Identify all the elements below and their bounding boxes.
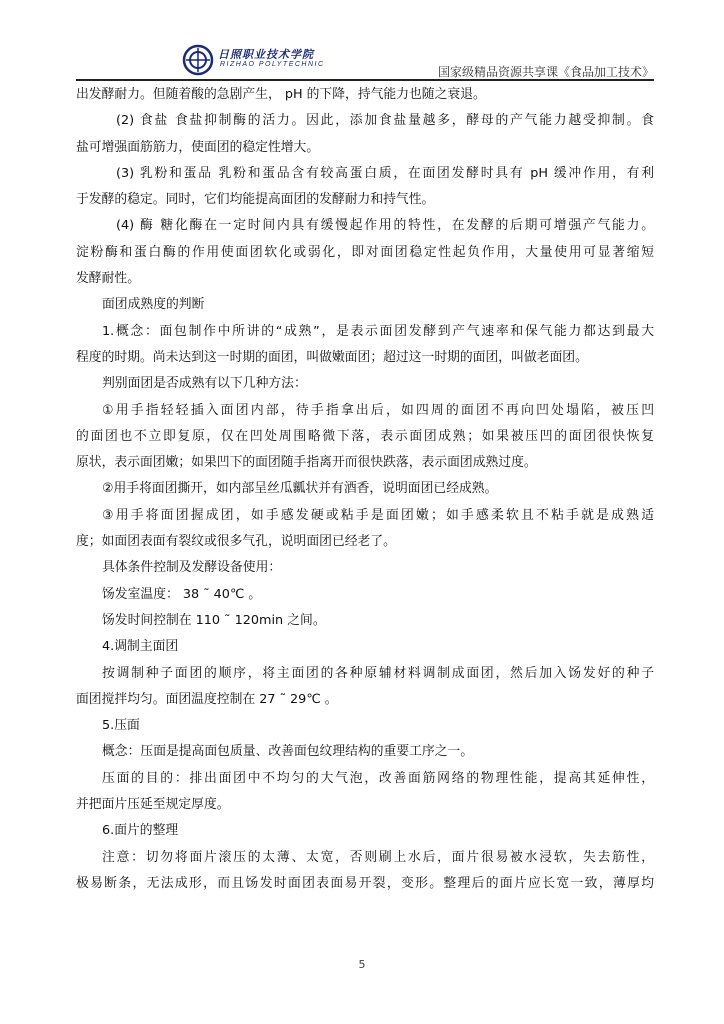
text-line: 原状，表示面团嫩；如果凹下的面团随手指离开而很快跌落，表示面团成熟过度。 — [76, 455, 537, 471]
section-heading: 5.压面 — [102, 718, 140, 734]
document-body — [76, 82, 654, 897]
text-line: 度；如面团表面有裂纹或很多气孔，说明面团已经老了。 — [76, 534, 396, 550]
text-line: 判别面团是否成熟有以下几种方法： — [102, 376, 307, 392]
text-line: 于发酵的稳定。同时，它们均能提高面团的发酵耐力和持气性。 — [76, 192, 435, 208]
section-heading: 6.面片的整理 — [102, 823, 179, 839]
text-line: 饧发室温度： 38 ˜ 40℃ 。 — [102, 586, 262, 602]
text-line: 程度的时期。尚未达到这一时期的面团，叫做嫩面团；超过这一时期的面团，叫做老面团。 — [76, 349, 588, 365]
text-line: 面团搅拌均匀。面团温度控制在 27 ˜ 29℃ 。 — [76, 691, 338, 707]
section-heading: 4.调制主面团 — [102, 639, 179, 655]
text-line: ③用手将面团握成团，如手感发硬或粘手是面团嫩；如手感柔软且不粘手就是成熟适 — [102, 507, 654, 523]
text-line: (3) 乳粉和蛋品 乳粉和蛋品含有较高蛋白质，在面团发酵时具有 pH 缓冲作用，有利 — [116, 165, 654, 181]
text-line: 的面团也不立即复原，仅在凹处周围略微下落，表示面团成熟；如果被压凹的面团很快恢复 — [76, 428, 654, 444]
text-line: 并把面片压延至规定厚度。 — [76, 797, 230, 813]
header-rule — [76, 79, 654, 81]
text-line: 概念：压面是提高面包质量、改善面包纹理结构的重要工序之一。 — [102, 744, 474, 760]
school-name-cn: 日照职业技术学院 — [218, 48, 314, 61]
text-line: 极易断条，无法成形，而且饧发时面团表面易开裂，变形。整理后的面片应长宽一致，薄厚均 — [76, 875, 654, 891]
page-header — [76, 40, 654, 80]
text-line: 发酵耐性。 — [76, 271, 140, 287]
school-seal-icon — [182, 44, 214, 76]
text-line: 具体条件控制及发酵设备使用： — [102, 560, 282, 576]
text-line: (2) 食盐 食盐抑制酶的活力。因此，添加食盐量越多，酵母的产气能力越受抑制。食 — [116, 113, 654, 129]
text-line: 压面的目的：排出面团中不均匀的大气泡，改善面筋网络的物理性能，提高其延伸性， — [102, 770, 654, 786]
text-line: 饧发时间控制在 110 ˜ 120min 之间。 — [102, 612, 326, 628]
text-line: 盐可增强面筋筋力，使面团的稳定性增大。 — [76, 139, 320, 155]
text-line: 出发酵耐力。但随着酸的急剧产生， pH 的下降，持气能力也随之衰退。 — [76, 87, 486, 102]
text-line: ②用手将面团撕开，如内部呈丝瓜瓤状并有酒香，说明面团已经成熟。 — [102, 481, 498, 497]
text-line: 1.概念：面包制作中所讲的“成熟”，是表示面团发酵到产气速率和保气能力都达到最大 — [102, 323, 654, 339]
text-line: ①用手指轻轻插入面团内部，待手指拿出后，如四周的面团不再向凹处塌陷，被压凹 — [102, 402, 654, 418]
text-line: 按调制种子面团的顺序，将主面团的各种原辅材料调制成面团，然后加入饧发好的种子 — [102, 665, 654, 681]
school-name-en: RIZHAO POLYTECHNIC — [220, 61, 325, 68]
page-number: 5 — [358, 958, 366, 971]
school-logo — [182, 44, 382, 76]
section-heading: 面团成熟度的判断 — [102, 297, 205, 313]
text-line: (4) 酶 糖化酶在一定时间内具有缓慢起作用的特性，在发酵的后期可增强产气能力。 — [116, 218, 654, 234]
text-line: 淀粉酶和蛋白酶的作用使面团软化或弱化，即对面团稳定性起负作用，大量使用可显著缩短 — [76, 244, 654, 260]
text-line: 注意：切勿将面片滚压的太薄、太宽，否则刷上水后，面片很易被水浸软，失去筋性， — [102, 849, 654, 865]
course-title: 国家级精品资源共享课《食品加工技术》 — [437, 65, 654, 79]
